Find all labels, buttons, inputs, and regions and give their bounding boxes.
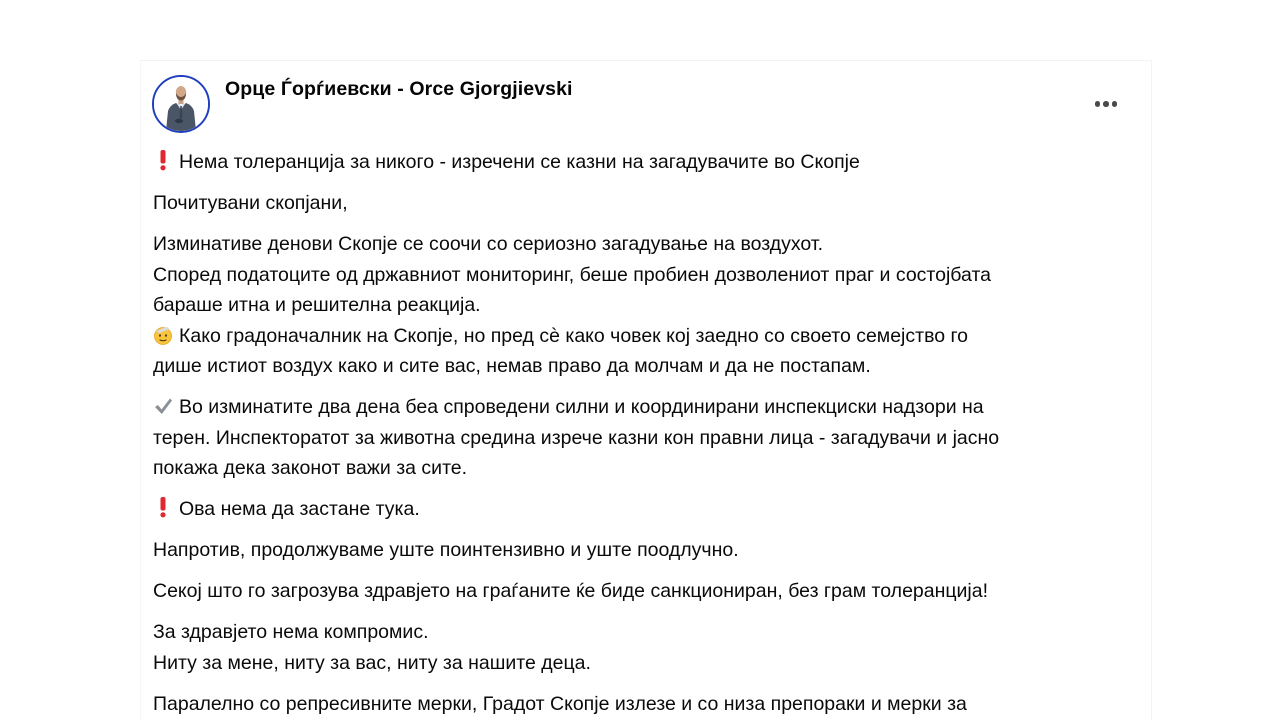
body-line: Напротив, продолжуваме уште поинтензивно и уште поодлучно. xyxy=(153,539,739,561)
body-line: терен. Инспекторатот за животна средина изрече казни кон правни лица - загадувачи и јасно xyxy=(153,426,1000,449)
profile-photo-icon xyxy=(154,77,208,131)
body-line xyxy=(153,494,1143,525)
line-text: Ова нема да застане тука. xyxy=(179,498,420,520)
body-line: покажа дека законот важи за сите. xyxy=(153,457,468,479)
body-line: дише истиот воздух како и сите вас, немав право да молчам и да не постапам. xyxy=(153,355,871,377)
post-paragraph xyxy=(153,576,1143,607)
check-mark-icon xyxy=(153,396,173,416)
post-paragraph xyxy=(153,188,1143,219)
post-paragraph xyxy=(153,535,1143,566)
body-line: Паралелно со репресивните мерки, Градот Скопје излезе и со низа препораки и мерки за xyxy=(153,692,967,715)
body-line: бараше итна и решителна реакција. xyxy=(153,294,481,316)
more-horizontal-icon-dot xyxy=(1112,101,1118,107)
post-paragraph xyxy=(153,147,1143,178)
greeting-line: Почитувани скопјани, xyxy=(153,192,348,214)
post-options-button[interactable] xyxy=(1089,94,1123,114)
body-line: Секој што го загрозува здравјето на граѓаните ќе биде санкциониран, без грам толеранција! xyxy=(153,580,989,602)
body-line: Според податоците од државниот мониторинг, беше пробиен дозволениот праг и состојбата xyxy=(153,263,991,286)
post-paragraph xyxy=(153,229,1143,382)
body-line xyxy=(153,392,1143,423)
line-text: Нема толеранција за никого - изречени се казни на загадувачите во Скопје xyxy=(179,151,860,173)
author-name[interactable]: Орце Ѓорѓиевски - Orce Gjorgjievski xyxy=(225,78,573,100)
body-line: Ниту за мене, ниту за вас, ниту за нашите деца. xyxy=(153,651,591,674)
more-horizontal-icon-dot xyxy=(1103,101,1109,107)
post-paragraph xyxy=(153,617,1143,678)
post-paragraph xyxy=(153,689,1143,720)
more-horizontal-icon xyxy=(1095,101,1101,107)
body-line: За здравјето нема компромис. xyxy=(153,621,429,643)
facebook-post-card xyxy=(140,60,1152,720)
post-paragraph xyxy=(153,392,1143,484)
body-line xyxy=(153,321,1143,352)
post-paragraph xyxy=(153,494,1143,525)
red-exclamation-icon xyxy=(153,496,173,518)
line-text: Како градоначалник на Скопје, но пред сѐ како човек кој заедно со своето семејство го xyxy=(179,324,969,347)
post-text xyxy=(153,147,1143,720)
author-avatar[interactable] xyxy=(152,75,210,133)
post-headline xyxy=(153,147,1143,178)
saluting-face-icon xyxy=(153,325,173,345)
body-line: Изминативе денови Скопје се соочи со сериозно загадување на воздухот. xyxy=(153,233,823,255)
red-exclamation-icon xyxy=(153,149,173,171)
line-text: Во изминатите два дена беа спроведени силни и координирани инспекциски надзори на xyxy=(179,396,984,418)
